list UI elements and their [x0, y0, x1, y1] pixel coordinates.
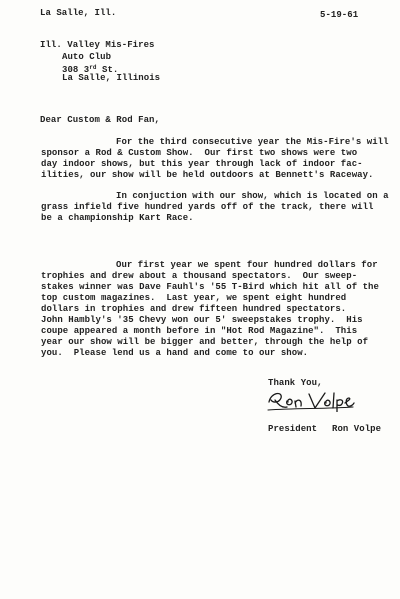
paragraph-1-line: sponsor a Rod & Custom Show. Our first two shows were two: [41, 148, 358, 158]
paragraph-1-line: day indoor shows, but this year through lack of indoor fac-: [41, 159, 363, 169]
letter-date: 5-19-61: [320, 10, 359, 20]
address-line-3: 308 3rd St.: [62, 64, 119, 75]
closing-title: President: [268, 424, 318, 434]
paragraph-3-line: you. Please lend us a hand and come to our show.: [41, 348, 309, 358]
handwritten-signature: [265, 388, 355, 412]
paragraph-3-line: stakes winner was Dave Fauhl's '55 T-Bird which hit all of the: [41, 282, 379, 292]
address-line-4: La Salle, Illinois: [62, 73, 161, 83]
paragraph-3-line: John Hambly's '35 Chevy won our 5' sweepstakes trophy. His: [41, 315, 363, 325]
paragraph-3-line: year our show will be bigger and better, through the help of: [41, 337, 369, 347]
paragraph-3-line: top custom magazines. Last year, we spent eight hundred: [41, 293, 347, 303]
paragraph-3-line: trophies and drew about a thousand spectators. Our sweep-: [41, 271, 358, 281]
closing-name: Ron Volpe: [332, 424, 382, 434]
paragraph-2-line: In conjuction with our show, which is located on a: [116, 191, 389, 201]
paragraph-2-line: grass infield five hundred yards off of the track, there will: [41, 202, 374, 212]
paragraph-3-line: Our first year we spent four hundred dollars for: [116, 260, 378, 270]
paragraph-3-line: dollars in trophies and drew fifteen hundred spectators.: [41, 304, 347, 314]
address-line-2: Auto Club: [62, 52, 112, 62]
paragraph-3-line: coupe appeared a month before in "Hot Rod Magazine". This: [41, 326, 358, 336]
paragraph-1-line: For the third consecutive year the Mis-Fire's will: [116, 137, 389, 147]
paragraph-1-line: ilities, our show will be held outdoors at Bennett's Raceway.: [41, 170, 374, 180]
paragraph-2-line: be a championship Kart Race.: [41, 213, 194, 223]
closing-thanks: Thank You,: [268, 378, 323, 388]
letter-place: La Salle, Ill.: [40, 8, 117, 18]
address-line-1: Ill. Valley Mis-Fires: [40, 40, 155, 50]
salutation: Dear Custom & Rod Fan,: [40, 115, 160, 125]
